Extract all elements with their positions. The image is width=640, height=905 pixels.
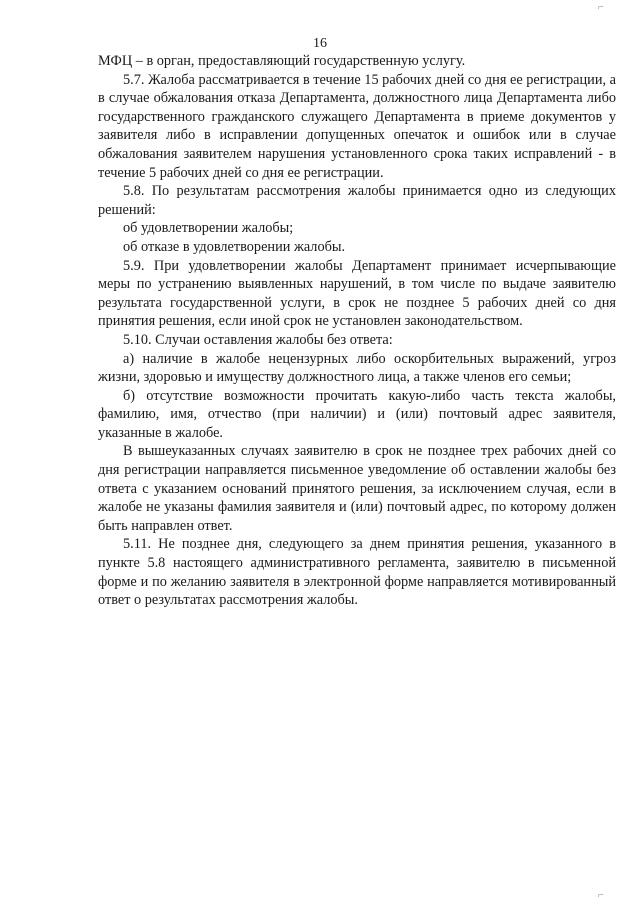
paragraph-5-7: 5.7. Жалоба рассматривается в течение 15 рабочих дней со дня ее регистрации, а в случае обжалования отказа Департамента, должностного лица Департамента либо государственного гражданского служащего Департамента в приеме документов у заявителя либо в исправлении допущенных опечаток и ошибок или в случае обжалования заявителем нарушения установленного срока таких исправлений - в течение 5 рабочих дней со дня ее регистрации. [98, 71, 616, 181]
scan-mark-top: ⌐ [598, 2, 604, 13]
paragraph-5-10: 5.10. Случаи оставления жалобы без ответа: [123, 331, 393, 348]
paragraph-5-9: 5.9. При удовлетворении жалобы Департамент принимает исчерпывающие меры по устранению выявленных нарушений, в том числе по выдаче заявителю результата государственной услуги, в срок не позднее 5 рабочих дней со дня принятия решения, если иной срок не установлен законодательством. [98, 257, 616, 330]
paragraph-5-10-b: б) отсутствие возможности прочитать какую-либо часть текста жалобы, фамилию, имя, отчество (при наличии) и (или) почтовый адрес заявителя, указанные в жалобе. [98, 387, 616, 441]
paragraph-5-8: 5.8. По результатам рассмотрения жалобы принимается одно из следующих решений: [98, 183, 616, 218]
scan-mark-bottom: ⌐ [598, 890, 604, 901]
paragraph-5-11: 5.11. Не позднее дня, следующего за днем принятия решения, указанного в пункте 5.8 настоящего административного регламента, заявителю в письменной форме и по желанию заявителя в электронной форме направляется мотивированный ответ о результатах рассмотрения жалобы. [98, 536, 616, 609]
paragraph-decision-refuse: об отказе в удовлетворении жалобы. [123, 238, 346, 255]
paragraph-5-10-a: а) наличие в жалобе нецензурных либо оскорбительных выражений, угроз жизни, здоровью и имуществу должностного лица, а также членов его семьи; [98, 350, 616, 386]
paragraph-decision-satisfy: об удовлетворении жалобы; [123, 220, 294, 237]
paragraph-notification: В вышеуказанных случаях заявителю в срок не позднее трех рабочих дней со дня регистрации направляется письменное уведомление об оставлении жалобы без ответа с указанием оснований принятого решения, за исключением случая, если в жалобе не указаны фамилия заявителя и (или) почтовый адрес, по которому должен быть направлен ответ. [98, 443, 616, 534]
paragraph-mfc-continuation: МФЦ – в орган, предоставляющий государственную услугу. [98, 53, 466, 69]
page-number: 16 [313, 36, 327, 51]
document-body [98, 52, 616, 610]
